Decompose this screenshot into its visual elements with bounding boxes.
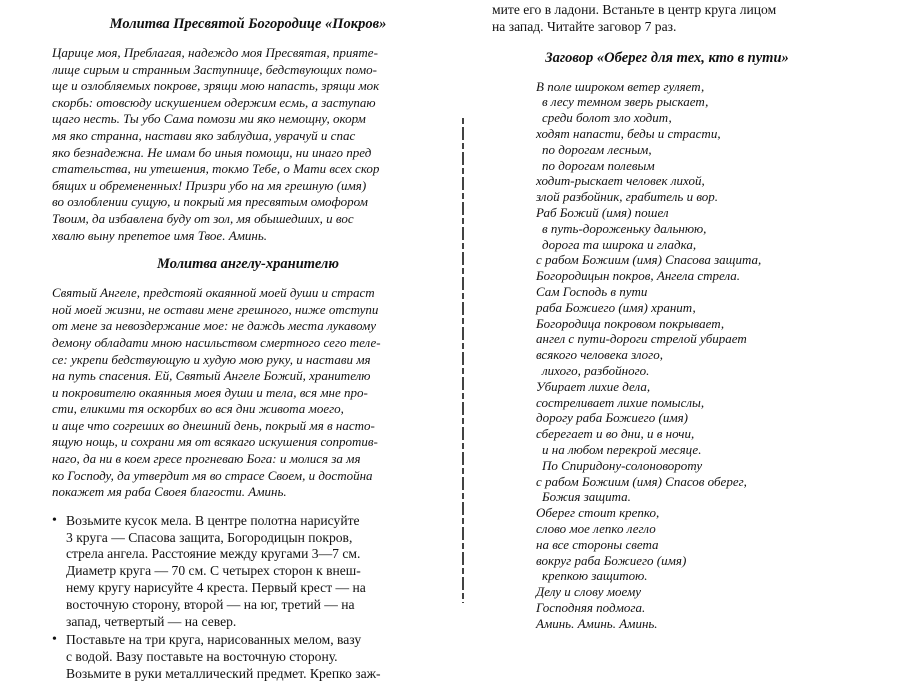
guardian-angel-prayer-text bbox=[52, 285, 444, 501]
left-page bbox=[52, 0, 444, 683]
text-line: стательства, ни утешения, токмо Тебе, о Мати всех скор bbox=[52, 161, 380, 177]
poem-line: на все стороны света bbox=[536, 536, 659, 552]
poem-line: вокруг раба Божиего (имя) bbox=[536, 552, 687, 568]
poem-line: крепкою защитою. bbox=[542, 568, 648, 584]
guardian-angel-prayer-title: Молитва ангелу-хранителю bbox=[157, 256, 339, 273]
text-line: яко безнадежна. Не имам бо иныя помощи, ни инаго пред bbox=[52, 144, 372, 160]
poem-line: в путь-дороженьку дальнюю, bbox=[542, 220, 707, 236]
text-line: Святый Ангеле, предстояй окаянной моей души и страст bbox=[52, 285, 375, 301]
travel-charm-title: Заговор «Оберег для тех, кто в пути» bbox=[545, 49, 789, 66]
text-line: мя яко странна, настави яко заблудша, уврачуй и спас bbox=[52, 127, 356, 143]
text-line: нему кругу нарисуйте 4 креста. Первый крест — на bbox=[66, 580, 366, 596]
text-line: ящую нощь, и сохрани мя от всякаго искушения сопротив- bbox=[52, 434, 378, 450]
poem-line: сберегает и во дни, и в ночи, bbox=[536, 426, 695, 442]
poem-line: ходит-рыскает человек лихой, bbox=[536, 173, 705, 189]
bullet-icon: • bbox=[52, 632, 57, 648]
poem-line: Оберег стоит крепко, bbox=[536, 505, 660, 521]
poem-line: Господняя подмога. bbox=[536, 599, 646, 615]
poem-line: По Спиридону-солоновороту bbox=[542, 457, 703, 473]
poem-line: с рабом Божиим (имя) Спасов оберег, bbox=[536, 473, 747, 489]
text-line: Поставьте на три круга, нарисованных мелом, вазу bbox=[66, 632, 362, 648]
poem-line: Раб Божий (имя) пошел bbox=[536, 204, 669, 220]
poem-line: ходят напасти, беды и страсти, bbox=[536, 125, 721, 141]
text-line: и аще что согреших во днешний день, покрый мя в насто- bbox=[52, 417, 375, 433]
text-line: Твоим, да избавлена буду от зол, мя обышедших, и вос bbox=[52, 210, 354, 226]
poem-line: Аминь. Аминь. Аминь. bbox=[536, 615, 658, 631]
text-line: с водой. Вазу поставьте на восточную сторону. bbox=[66, 649, 338, 665]
text-line: щаго несть. Ты убо Сама помози ми яко немощну, окорм bbox=[52, 111, 366, 127]
poem-line: в лесу темном зверь рыскает, bbox=[542, 94, 709, 110]
text-line: стрела ангела. Расстояние между кругами 3—7 см. bbox=[66, 546, 361, 562]
text-line: Возьмите кусок мела. В центре полотна нарисуйте bbox=[66, 512, 360, 528]
text-line: запад, четвертый — на север. bbox=[66, 613, 237, 629]
text-line: сти, еликими тя оскорбих во вся дни живота моего, bbox=[52, 401, 344, 417]
poem-line: по дорогам полевым bbox=[542, 157, 655, 173]
text-line: ко Господу, да утвердит мя во страсе Своем, и достойна bbox=[52, 467, 373, 483]
text-line: на путь спасения. Ей, Святый Ангеле Божий, хранителю bbox=[52, 368, 371, 384]
text-line: лище сирым и странным Заступнице, бедствующих помо- bbox=[52, 61, 377, 77]
text-line: на запад. Читайте заговор 7 раз. bbox=[492, 18, 677, 34]
poem-line: дорога та широка и гладка, bbox=[542, 236, 697, 252]
poem-line: Богородицын покров, Ангела стрела. bbox=[536, 268, 741, 284]
poem-line: Богородица покровом покрывает, bbox=[536, 315, 725, 331]
poem-line: дорогу раба Божиего (имя) bbox=[536, 410, 688, 426]
text-line: наго, да ни в коем гресе прогневаю Бога: и молися за мя bbox=[52, 451, 361, 467]
text-line: восточную сторону, второй — на юг, третий — на bbox=[66, 596, 355, 612]
poem-line: состреливает лихие помыслы, bbox=[536, 394, 705, 410]
bullet-icon: • bbox=[52, 512, 57, 528]
text-line: Царице моя, Преблагая, надеждо моя Пресвятая, прияте- bbox=[52, 45, 378, 60]
poem-line: Божия защита. bbox=[542, 489, 631, 505]
page-gutter-divider bbox=[462, 118, 464, 603]
travel-charm-poem bbox=[536, 79, 842, 632]
text-line: 3 круга — Спасова защита, Богородицын покров, bbox=[66, 529, 353, 545]
instruction-continuation bbox=[492, 2, 842, 36]
poem-line: В поле широком ветер гуляет, bbox=[536, 78, 705, 94]
poem-line: Сам Господь в пути bbox=[536, 283, 648, 299]
text-line: хвалю выну препетое имя Твое. Аминь. bbox=[52, 227, 268, 243]
text-line: демону обладати мною насильством смертного сего теле- bbox=[52, 334, 381, 350]
right-page bbox=[492, 0, 842, 631]
prayer-pokrov-title: Молитва Пресвятой Богородице «Покров» bbox=[109, 16, 387, 32]
instruction-bullet-1 bbox=[52, 513, 444, 631]
poem-line: Делу и слову моему bbox=[536, 584, 642, 600]
text-line: от мене за невоздержание мое: не даждь места лукавому bbox=[52, 318, 377, 334]
text-line: ще и озлобляемых покрове, зрящи мою напасть, зрящи мок bbox=[52, 78, 380, 94]
text-line: бящих и обремененных! Призри убо на мя грешную (имя) bbox=[52, 177, 367, 193]
text-line: мите его в ладони. Встаньте в центр круга лицом bbox=[492, 2, 777, 17]
poem-line: лихого, разбойного. bbox=[542, 362, 650, 378]
text-line: Возьмите в руки металлический предмет. Крепко заж- bbox=[66, 666, 381, 682]
poem-line: всякого человека злого, bbox=[536, 347, 663, 363]
poem-line: Убирает лихие дела, bbox=[536, 378, 651, 394]
poem-line: ангел с пути-дороги стрелой убирает bbox=[536, 331, 747, 347]
poem-line: среди болот зло ходит, bbox=[542, 110, 672, 126]
text-line: се: укрепи бедствующую и худую мою руку, и настави мя bbox=[52, 351, 371, 367]
poem-line: с рабом Божиим (имя) Спасова защита, bbox=[536, 252, 762, 268]
poem-line: по дорогам лесным, bbox=[542, 141, 652, 157]
text-line: Диаметр круга — 70 см. С четырех сторон к внеш- bbox=[66, 563, 361, 579]
text-line: и покровителю окаянныя моея души и тела, вся мне про- bbox=[52, 384, 368, 400]
instruction-bullet-2 bbox=[52, 632, 444, 682]
text-line: скорбь: отовсюду искушением одержим есмь, а заступаю bbox=[52, 94, 376, 110]
poem-line: раба Божиего (имя) хранит, bbox=[536, 299, 696, 315]
poem-line: слово мое лепко легло bbox=[536, 520, 656, 536]
poem-line: и на любом перекрой месяце. bbox=[542, 441, 702, 457]
prayer-pokrov-text bbox=[52, 45, 444, 244]
text-line: покажет мя раба Своея благости. Аминь. bbox=[52, 484, 287, 500]
poem-line: злой разбойник, грабитель и вор. bbox=[536, 189, 719, 205]
text-line: во озлоблении сущую, и покрый мя пресвятым омофором bbox=[52, 194, 368, 210]
text-line: ной моей жизни, не остави мене грешного, ниже отступи bbox=[52, 301, 379, 317]
